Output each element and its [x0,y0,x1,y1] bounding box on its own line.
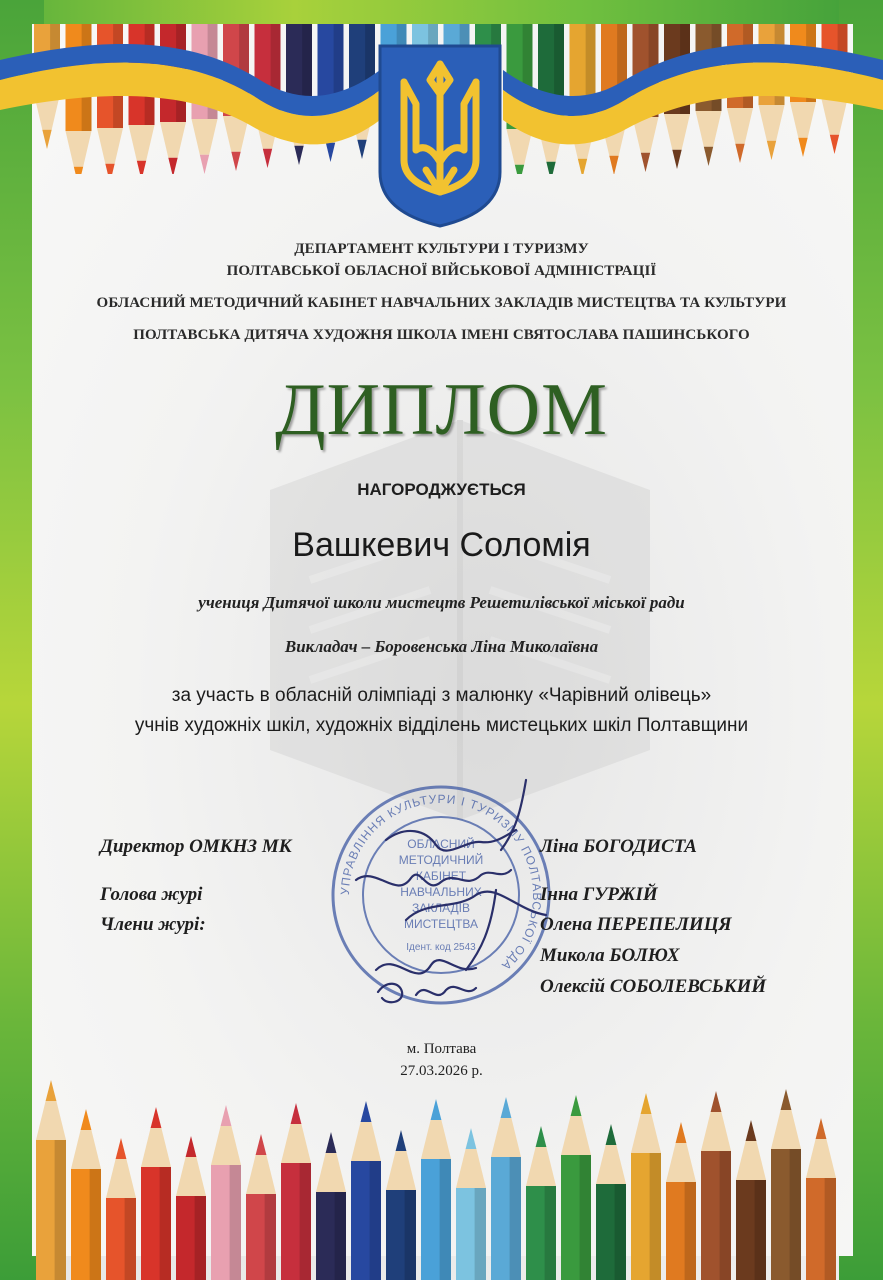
stamp-center-5: ЗАКЛАДІВ [412,901,470,915]
jury-head-name: Інна ГУРЖІЙ [540,884,658,905]
date: 27.03.2026 р. [400,1063,483,1079]
header-line-4: ПОЛТАВСЬКА ДИТЯЧА ХУДОЖНЯ ШКОЛА ІМЕНІ СВЯТОСЛАВА ПАШИНСЬКОГО [133,327,750,343]
reason-line-1: за участь в обласній олімпіаді з малюнку «Чарівний олівець» [171,685,712,706]
stamp-center-2: МЕТОДИЧНИЙ [398,853,484,867]
tryzub-coat-of-arms-icon [376,42,504,230]
jury-member-3: Олексій СОБОЛЕВСЬКИЙ [540,976,767,997]
jury-members-label: Члени журі: [100,914,206,935]
stamp-center-6: МИСТЕЦТВА [403,917,479,931]
place: м. Полтава [406,1041,477,1057]
stamp-center-4: НАВЧАЛЬНИХ [400,885,482,899]
student-line: учениця Дитячої школи мистецтв Решетилівської міської ради [198,593,685,612]
stamp-center-3: КАБІНЕТ [415,869,467,883]
bottom-pencils-decoration [0,1070,883,1280]
jury-member-2: Микола БОЛЮХ [540,945,680,966]
awarded-label: НАГОРОДЖУЄТЬСЯ [357,480,526,499]
teacher-line: Викладач – Боровенська Ліна Миколаївна [284,637,599,656]
diploma-title: ДИПЛОМ [275,369,608,451]
header-line-1: ДЕПАРТАМЕНТ КУЛЬТУРИ І ТУРИЗМУ [294,241,589,257]
recipient-name: Вашкевич Соломія [292,526,591,564]
official-stamp [316,770,566,1020]
stamp-center-1: ОБЛАСНИЙ [407,837,475,851]
reason-line-2: учнів художніх шкіл, художніх відділень мистецьких шкіл Полтавщини [134,715,749,736]
jury-head-label: Голова журі [100,884,203,905]
stamp-code: Ідент. код 2543 [406,942,476,953]
director-label: Директор ОМКНЗ МК [100,836,292,857]
jury-member-1: Олена ПЕРЕПЕЛИЦЯ [540,914,732,935]
header-line-2: ПОЛТАВСЬКОЇ ОБЛАСНОЇ ВІЙСЬКОВОЇ АДМІНІСТРАЦІЇ [226,263,657,279]
stamp-ring-text: УПРАВЛІННЯ КУЛЬТУРИ І ТУРИЗМУ ПОЛТАВСЬКОЇ ОДА [337,791,545,974]
header-line-3: ОБЛАСНИЙ МЕТОДИЧНИЙ КАБІНЕТ НАВЧАЛЬНИХ ЗАКЛАДІВ МИСТЕЦТВА ТА КУЛЬТУРИ [96,295,787,311]
director-name: Ліна БОГОДИСТА [540,836,697,857]
